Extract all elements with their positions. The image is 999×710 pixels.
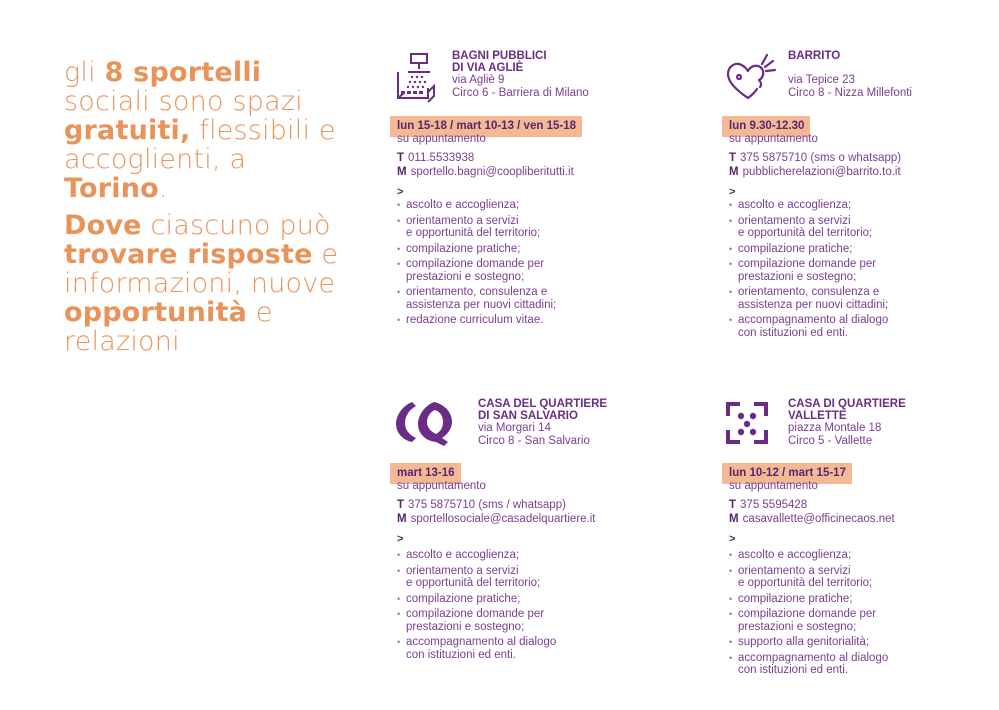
phone-line <box>729 151 901 166</box>
headline-bold: 8 sportelli <box>104 57 262 88</box>
list-item: • orientamento a servizi e opportunità del territorio; <box>397 215 647 240</box>
opening-hours-badge: lun 9.30-12.30 <box>722 116 810 137</box>
list-item: • compilazione domande per prestazioni e sostegno; <box>397 608 647 633</box>
phone-number[interactable]: 375 5595428 <box>740 499 808 511</box>
venue-district: Circo 5 - Vallette <box>788 435 873 447</box>
frame-dots-icon <box>722 398 774 454</box>
venue-address: piazza Montale 18 <box>788 422 882 434</box>
venue-district: Circo 8 - San Salvario <box>478 435 590 447</box>
list-item: • accompagnamento al dialogo con istituzioni ed enti. <box>397 636 647 661</box>
list-item: • orientamento a servizi e opportunità del territorio; <box>729 215 979 240</box>
venue-header <box>788 50 999 100</box>
appointment-note: su appuntamento <box>729 480 818 492</box>
phone-label: T <box>397 499 405 511</box>
opening-hours-badge: lun 10-12 / mart 15-17 <box>722 463 852 484</box>
headline-text: sociali sono spazi <box>64 86 303 117</box>
venue-name: BARRITO <box>788 50 841 62</box>
list-item: • orientamento, consulenza e assistenza per nuovi cittadini; <box>397 286 647 311</box>
venue-address: via Tepice 23 <box>788 74 855 86</box>
list-item: • accompagnamento al dialogo con istituzioni ed enti. <box>729 652 979 677</box>
email-link[interactable]: pubblicherelazioni@barrito.to.it <box>742 166 901 178</box>
opening-hours-badge: lun 15-18 / mart 10-13 / ven 15-18 <box>390 116 582 137</box>
headline-text: . <box>158 173 168 204</box>
services-arrow: > <box>397 533 404 545</box>
venue-address: via Morgari 14 <box>478 422 551 434</box>
headline-text: ciascuno può <box>141 210 331 241</box>
appointment-note: su appuntamento <box>729 133 818 145</box>
headline-bold: opportunità <box>64 297 247 328</box>
phone-label: T <box>729 499 737 511</box>
mail-line <box>729 512 895 527</box>
list-item: • compilazione pratiche; <box>729 243 979 256</box>
list-item: • accompagnamento al dialogo con istituzioni ed enti. <box>729 314 979 339</box>
appointment-note: su appuntamento <box>397 480 486 492</box>
services-list <box>729 549 979 680</box>
headline-bold: trovare risposte <box>64 239 313 270</box>
list-item: • redazione curriculum vitae. <box>397 314 647 327</box>
headline-bold: Dove <box>64 210 142 241</box>
phone-line <box>397 498 566 513</box>
list-item: • compilazione domande per prestazioni e sostegno; <box>397 258 647 283</box>
heart-elephant-icon <box>722 50 774 106</box>
list-item: • compilazione domande per prestazioni e sostegno; <box>729 258 979 283</box>
headline-bold: gratuiti, <box>64 115 191 146</box>
venue-district: Circo 8 - Nizza Millefonti <box>788 87 912 99</box>
list-item: • compilazione pratiche; <box>729 593 979 606</box>
phone-label: T <box>729 152 737 164</box>
mail-label: M <box>729 513 739 525</box>
list-item: • supporto alla genitorialità; <box>729 636 979 649</box>
email-link[interactable]: sportellosociale@casadelquartiere.it <box>410 513 596 525</box>
headline-text: gli <box>64 57 105 88</box>
venue-address: via Agliè 9 <box>452 74 505 86</box>
venue-header <box>788 398 999 448</box>
phone-number[interactable]: 011.5533938 <box>408 152 475 164</box>
mail-line <box>397 512 596 527</box>
list-item: • ascolto e accoglienza; <box>397 199 647 212</box>
headline-text: e informazioni, nuove <box>64 239 339 299</box>
spacer <box>788 62 999 74</box>
list-item: • orientamento a servizi e opportunità del territorio; <box>729 565 979 590</box>
services-arrow: > <box>729 533 736 545</box>
venue-header <box>478 398 693 448</box>
headline <box>64 58 354 356</box>
mail-label: M <box>397 166 407 178</box>
phone-line <box>397 151 474 166</box>
services-arrow: > <box>729 186 736 198</box>
list-item: • ascolto e accoglienza; <box>729 549 979 562</box>
phone-number[interactable]: 375 5875710 (sms o whatsapp) <box>740 152 902 164</box>
email-link[interactable]: casavallette@officinecaos.net <box>742 513 895 525</box>
mail-label: M <box>729 166 739 178</box>
venue-name: CASA DI QUARTIERE VALLETTE <box>788 398 906 422</box>
list-item: • compilazione pratiche; <box>397 593 647 606</box>
appointment-note: su appuntamento <box>397 133 486 145</box>
opening-hours-badge: mart 13-16 <box>390 463 461 484</box>
list-item: • ascolto e accoglienza; <box>397 549 647 562</box>
list-item: • ascolto e accoglienza; <box>729 199 979 212</box>
venue-district: Circo 6 - Barriera di Milano <box>452 87 589 99</box>
phone-label: T <box>397 152 405 164</box>
services-list <box>729 199 979 342</box>
headline-text: flessibili e accoglienti, a <box>64 115 336 175</box>
venue-name: BAGNI PUBBLICI DI VIA AGLIÈ <box>452 50 547 74</box>
email-link[interactable]: sportello.bagni@coopliberitutti.it <box>410 166 574 178</box>
shower-building-icon <box>390 50 442 106</box>
mail-line <box>397 165 574 180</box>
phone-number[interactable]: 375 5875710 (sms / whatsapp) <box>408 499 566 511</box>
phone-line <box>729 498 807 513</box>
venue-name: CASA DEL QUARTIERE DI SAN SALVARIO <box>478 398 608 422</box>
services-list <box>397 199 647 330</box>
list-item: • compilazione pratiche; <box>397 243 647 256</box>
list-item: • orientamento, consulenza e assistenza per nuovi cittadini; <box>729 286 979 311</box>
mail-label: M <box>397 513 407 525</box>
headline-bold: Torino <box>64 173 159 204</box>
mail-line <box>729 165 901 180</box>
list-item: • compilazione domande per prestazioni e sostegno; <box>729 608 979 633</box>
services-list <box>397 549 647 664</box>
venue-header <box>452 50 667 100</box>
cq-logo-icon <box>390 398 442 454</box>
services-arrow: > <box>397 186 404 198</box>
list-item: • orientamento a servizi e opportunità del territorio; <box>397 565 647 590</box>
headline-text: e relazioni <box>64 297 273 357</box>
